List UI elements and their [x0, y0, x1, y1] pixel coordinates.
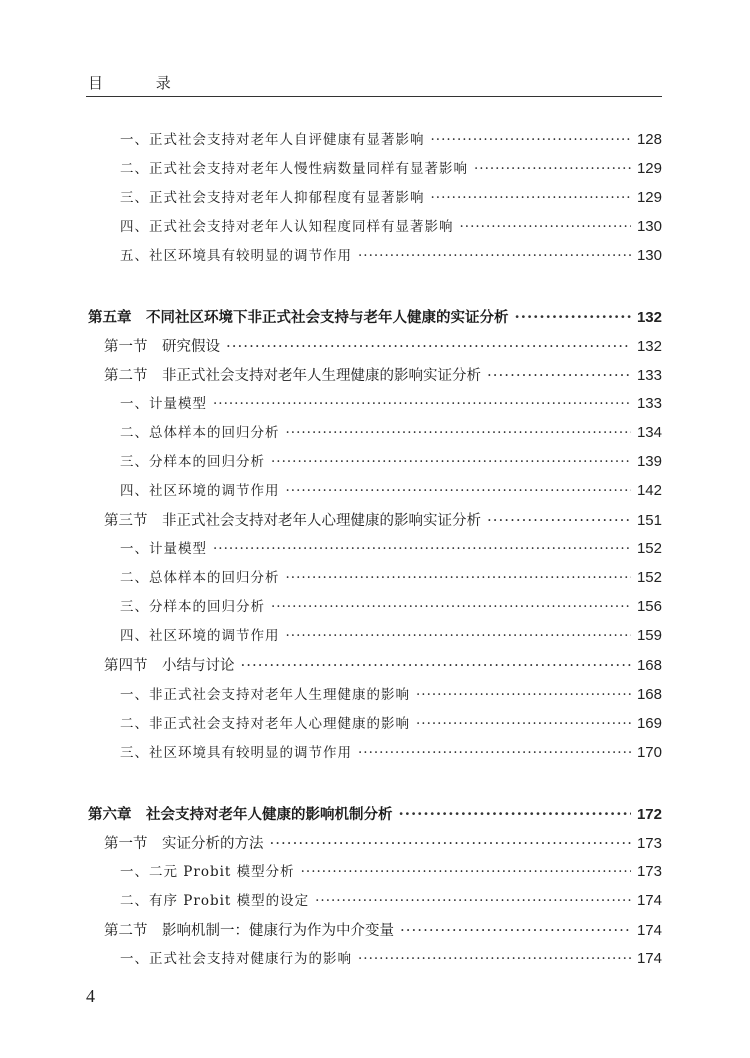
toc-entry-title: 第五章 不同社区环境下非正式社会支持与老年人健康的实证分析 [88, 310, 509, 326]
toc-entry[interactable] [120, 683, 662, 707]
toc-entry-title: 四、正式社会支持对老年人认知程度同样有显著影响 [120, 219, 454, 235]
toc-entry-title: 第一节 实证分析的方法 [104, 836, 264, 852]
toc-leader-dots [213, 537, 631, 561]
toc-entry[interactable] [120, 947, 662, 971]
toc-entry-title: 第六章 社会支持对老年人健康的影响机制分析 [88, 807, 393, 823]
toc-entry-page: 168 [636, 657, 662, 674]
toc-leader-dots [416, 712, 631, 736]
toc-entry-title: 一、正式社会支持对老年人自评健康有显著影响 [120, 132, 425, 148]
toc-entry-page: 152 [636, 569, 662, 586]
toc-entry-title: 第二节 影响机制一：健康行为作为中介变量 [104, 923, 394, 939]
toc-entry-page: 174 [636, 950, 662, 967]
toc-entry-title: 三、社区环境具有较明显的调节作用 [120, 745, 352, 761]
toc-leader-dots [213, 392, 631, 416]
toc-entry[interactable] [120, 215, 662, 239]
toc-entry[interactable] [120, 860, 662, 884]
toc-leader-dots [416, 683, 631, 707]
toc-entry[interactable] [120, 157, 662, 181]
toc-entry-page: 129 [636, 160, 662, 177]
toc-chapter[interactable] [88, 305, 662, 329]
toc-leader-dots [515, 305, 631, 329]
toc-entry[interactable] [120, 450, 662, 474]
toc-leader-dots [431, 128, 631, 152]
toc-entry[interactable] [120, 741, 662, 765]
toc-entry-title: 三、分样本的回归分析 [120, 454, 265, 470]
toc-entry-page: 159 [636, 627, 662, 644]
toc-entry[interactable] [120, 421, 662, 445]
toc-leader-dots [474, 157, 631, 181]
toc-entry-title: 一、正式社会支持对健康行为的影响 [120, 951, 352, 967]
toc-entry-title: 一、二元 Probit 模型分析 [120, 864, 295, 880]
toc-entry-page: 170 [636, 744, 662, 761]
toc-entry-title: 四、社区环境的调节作用 [120, 483, 280, 499]
toc-entry[interactable] [120, 128, 662, 152]
toc-entry-page: 172 [636, 806, 662, 823]
toc-entry-title: 四、社区环境的调节作用 [120, 628, 280, 644]
header-title: 目 录 [88, 74, 195, 92]
toc-leader-dots [286, 421, 631, 445]
toc-section[interactable] [104, 508, 662, 532]
toc-leader-dots [358, 244, 631, 268]
toc-leader-dots [487, 508, 631, 532]
toc-entry[interactable] [120, 712, 662, 736]
toc-entry-title: 二、有序 Probit 模型的设定 [120, 893, 310, 909]
toc-entry-title: 二、总体样本的回归分析 [120, 570, 280, 586]
toc-leader-dots [487, 363, 631, 387]
toc-entry-page: 156 [636, 598, 662, 615]
page-number: 4 [86, 986, 95, 1006]
toc-entry-page: 152 [636, 540, 662, 557]
toc-leader-dots [358, 947, 631, 971]
toc-entry-page: 142 [636, 482, 662, 499]
toc-leader-dots [431, 186, 631, 210]
toc-leader-dots [286, 479, 631, 503]
toc-entry-page: 173 [636, 863, 662, 880]
toc-section[interactable] [104, 653, 662, 677]
toc-entry-title: 第二节 非正式社会支持对老年人生理健康的影响实证分析 [104, 368, 481, 384]
toc-leader-dots [271, 450, 631, 474]
toc-entry-page: 169 [636, 715, 662, 732]
toc-entry[interactable] [120, 244, 662, 268]
toc-entry[interactable] [120, 624, 662, 648]
toc-chapter[interactable] [88, 802, 662, 826]
toc-entry-page: 128 [636, 131, 662, 148]
toc-entry-title: 一、计量模型 [120, 541, 207, 557]
toc-entry-page: 133 [636, 367, 662, 384]
toc-entry[interactable] [120, 566, 662, 590]
toc-entry-title: 第一节 研究假设 [104, 339, 220, 355]
toc-entry-title: 一、计量模型 [120, 396, 207, 412]
toc-leader-dots [226, 334, 631, 358]
toc-section[interactable] [104, 334, 662, 358]
toc-entry-page: 174 [636, 922, 662, 939]
toc-entry[interactable] [120, 537, 662, 561]
toc-entry-title: 第三节 非正式社会支持对老年人心理健康的影响实证分析 [104, 513, 481, 529]
toc-entry[interactable] [120, 186, 662, 210]
toc-entry-title: 一、非正式社会支持对老年人生理健康的影响 [120, 687, 410, 703]
toc-section[interactable] [104, 831, 662, 855]
toc-entry-page: 130 [636, 218, 662, 235]
toc-entry-page: 133 [636, 395, 662, 412]
toc-leader-dots [286, 624, 631, 648]
toc-entry-page: 129 [636, 189, 662, 206]
toc-entry[interactable] [120, 595, 662, 619]
toc-leader-dots [270, 831, 631, 855]
toc-entry-title: 三、分样本的回归分析 [120, 599, 265, 615]
toc-entry-title: 二、非正式社会支持对老年人心理健康的影响 [120, 716, 410, 732]
toc-entry-page: 132 [636, 338, 662, 355]
toc-entry-page: 168 [636, 686, 662, 703]
toc-leader-dots [301, 860, 631, 884]
toc-section[interactable] [104, 363, 662, 387]
toc-entry-page: 173 [636, 835, 662, 852]
toc-leader-dots [460, 215, 631, 239]
toc-leader-dots [315, 889, 631, 913]
toc-entry[interactable] [120, 889, 662, 913]
toc-entry-title: 第四节 小结与讨论 [104, 658, 235, 674]
toc-entry-page: 174 [636, 892, 662, 909]
toc-entry-page: 132 [636, 309, 662, 326]
toc-entry-page: 130 [636, 247, 662, 264]
toc-leader-dots [399, 802, 631, 826]
toc-entry-title: 三、正式社会支持对老年人抑郁程度有显著影响 [120, 190, 425, 206]
toc-leader-dots [241, 653, 631, 677]
toc-entry-title: 二、总体样本的回归分析 [120, 425, 280, 441]
toc-leader-dots [358, 741, 631, 765]
toc-entry-title: 二、正式社会支持对老年人慢性病数量同样有显著影响 [120, 161, 468, 177]
toc-entry[interactable] [120, 479, 662, 503]
toc-entry-page: 134 [636, 424, 662, 441]
toc-leader-dots [271, 595, 631, 619]
toc-entry-title: 五、社区环境具有较明显的调节作用 [120, 248, 352, 264]
toc-section[interactable] [104, 918, 662, 942]
toc-entry-page: 139 [636, 453, 662, 470]
toc-entry-page: 151 [636, 512, 662, 529]
toc-leader-dots [286, 566, 631, 590]
toc-entry[interactable] [120, 392, 662, 416]
toc-leader-dots [400, 918, 631, 942]
